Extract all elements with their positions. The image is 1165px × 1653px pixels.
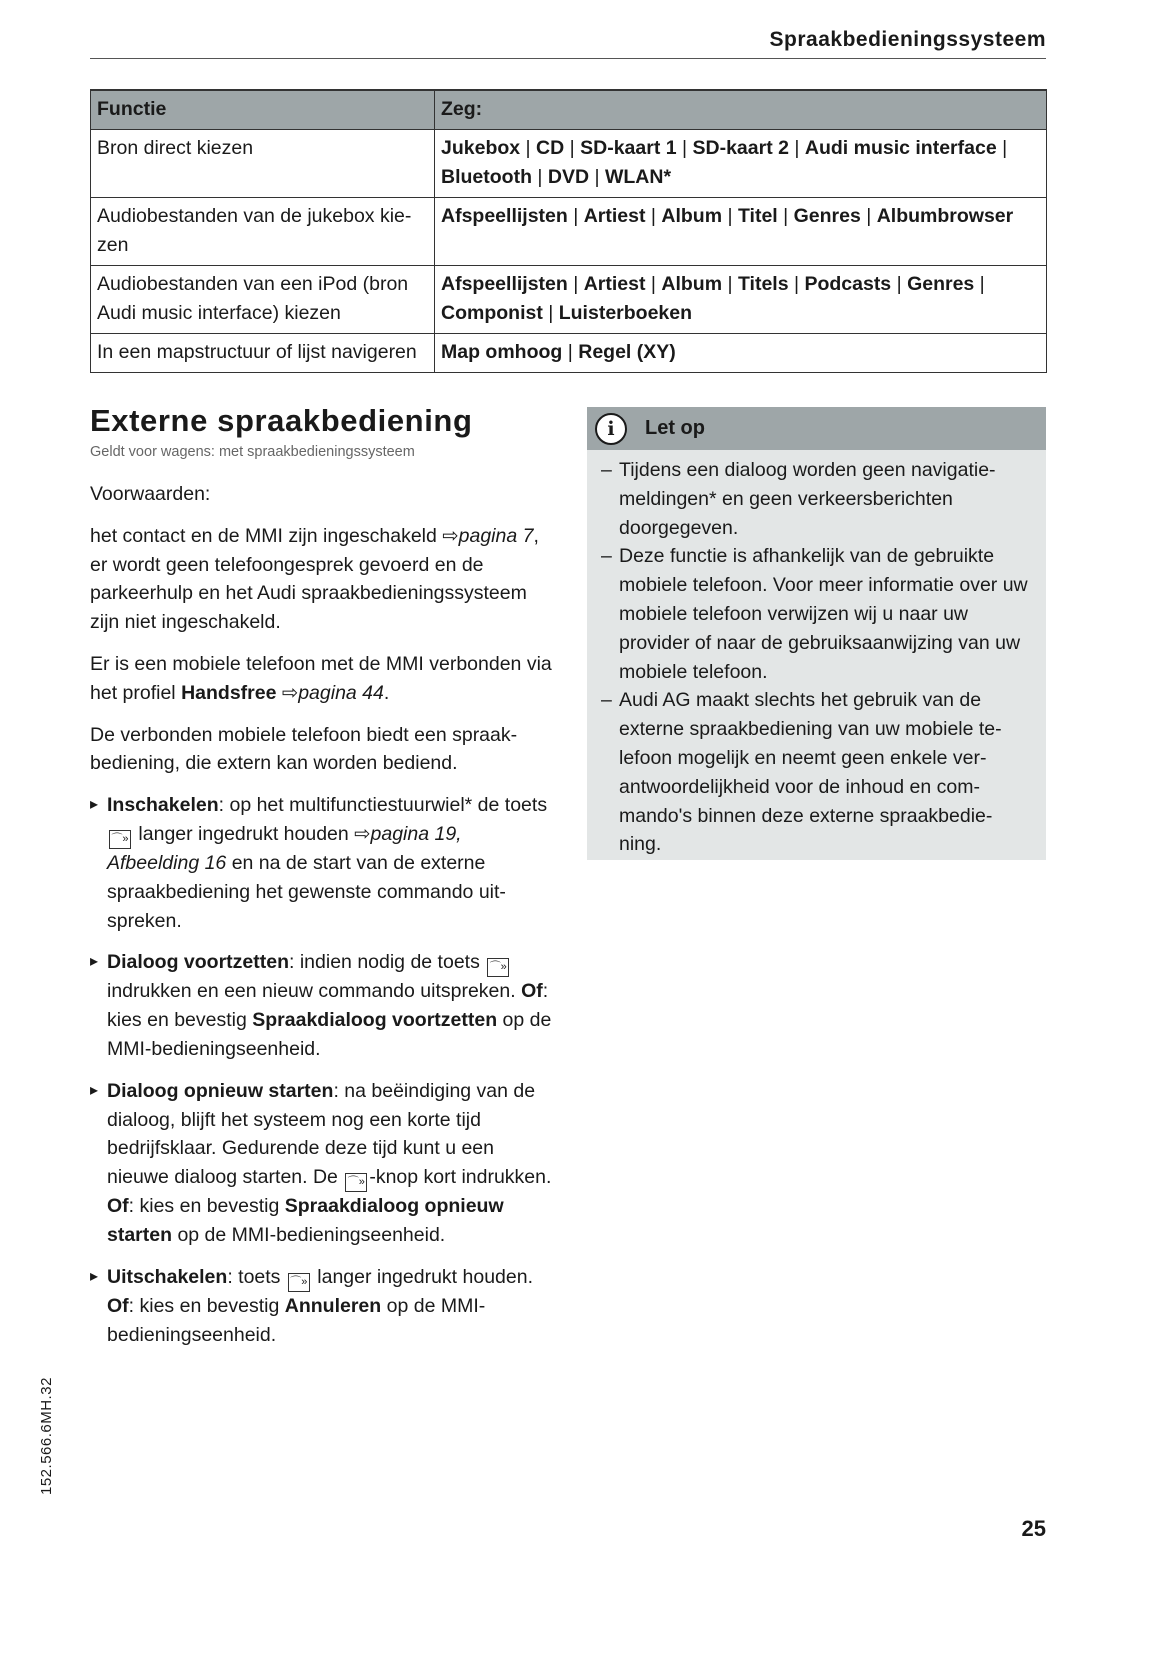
text-run: : indien nodig de toets (289, 951, 486, 974)
text-run: De verbonden mobiele telefoon biedt een spraakbediening, die extern kan worden bediend. (90, 723, 518, 775)
text-run: het contact en de MMI zijn ingeschakeld (90, 524, 443, 547)
voice-commands-table (90, 89, 1047, 373)
command-option: Map omhoog (441, 341, 563, 363)
note-box (587, 407, 1046, 860)
command-option: Genres (907, 273, 975, 295)
separator: | (996, 137, 1008, 159)
bold-text: Dialoog voortzetten (107, 951, 290, 974)
command-option: Podcasts (804, 273, 892, 295)
arrow-reference-icon: ⇨ (442, 524, 459, 547)
text-run: : na beëindiging van de dialoog, blijft het systeem nog een korte tijd bedrijfsklaar. Gedurende deze tijd kunt u een nieuwe dialoog starten. De (107, 1079, 536, 1189)
bold-text: Dialoog opnieuw starten (107, 1079, 334, 1102)
table-row (91, 198, 1047, 266)
table-row (91, 334, 1047, 373)
separator: | (974, 273, 985, 295)
text-run: op de MMI-bedieningseenheid. (172, 1223, 446, 1246)
separator: | (567, 205, 584, 227)
separator: | (645, 205, 662, 227)
command-option: SD-kaart 1 (580, 137, 677, 159)
note-list (587, 456, 1046, 859)
text-run: -knop kort indrukken. (369, 1166, 552, 1189)
command-option: Audi music interface (804, 137, 997, 159)
separator: | (567, 273, 584, 295)
separator: | (520, 137, 537, 159)
section-subtitle: Geldt voor wagens: met spraakbedieningssysteem (90, 444, 415, 460)
command-option: Titel (737, 205, 778, 227)
text-run: en na de start van de externe spraakbediening het gewenste commando uitspreken. (107, 851, 506, 932)
info-icon: i (595, 413, 627, 445)
running-header: Spraakbedieningssysteem (90, 28, 1046, 59)
voice-key-icon: ⌒» (487, 958, 509, 977)
separator: | (645, 273, 662, 295)
zeg-cell (435, 266, 1047, 334)
separator: | (860, 205, 877, 227)
separator: | (562, 341, 579, 363)
text-run: langer ingedrukt houden. (311, 1265, 534, 1288)
command-option: Titels (737, 273, 789, 295)
separator: | (777, 205, 794, 227)
page-reference[interactable]: pagina 44 (298, 681, 384, 704)
functie-cell: Audiobestanden van een iPod (bron Audi music interface) kiezen (91, 266, 435, 334)
note-item: – Audi AG maakt slechts het gebruik van de externe spraakbediening van uw mobiele telefoon mogelijk en neemt geen enkele verantwoordelijkheid voor de inhoud en commando's binnen deze externe spraakbediening. (619, 686, 1028, 859)
column-header-functie: Functie (91, 90, 435, 130)
paragraph (90, 721, 552, 779)
zeg-cell (435, 334, 1047, 373)
command-option: Artiest (583, 273, 646, 295)
command-option: Luisterboeken (558, 302, 693, 324)
text-run: : kies en bevestig (128, 1294, 285, 1317)
page-number: 25 (1021, 1516, 1046, 1541)
page-reference[interactable]: pagina 19, Afbeelding 16 (107, 822, 462, 874)
voice-key-icon: ⌒» (109, 830, 131, 849)
instruction-step (90, 1077, 552, 1250)
command-option: Bluetooth (441, 166, 532, 188)
page-reference[interactable]: pagina 7 (458, 524, 534, 547)
command-option: Componist (441, 302, 543, 324)
text-run: langer ingedrukt houden ⇨ (133, 822, 371, 845)
text-run: : kies en bevestig (128, 1195, 285, 1218)
bold-text: Annuleren (284, 1294, 382, 1317)
section-externe-spraakbediening (90, 402, 552, 1362)
separator: | (542, 302, 559, 324)
separator: | (788, 137, 805, 159)
zeg-cell (435, 130, 1047, 198)
text-run: , er wordt geen telefoongesprek gevoerd en de parkeerhulp en het Audi spraakbedieningssysteem zijn niet ingeschakeld. (90, 524, 539, 634)
text-run: : toets (227, 1265, 286, 1288)
arrow-reference-icon: ⇨ (276, 681, 299, 704)
command-option: WLAN* (604, 166, 672, 188)
separator: | (676, 137, 693, 159)
text-run: Er is een mobiele telefoon met de MMI verbonden via het profiel (90, 652, 552, 704)
paragraph (90, 480, 552, 509)
command-option: Afspeellijsten (441, 273, 568, 295)
text-run: indrukken en een nieuw commando uitspreken. (107, 980, 522, 1003)
separator: | (564, 137, 581, 159)
functie-cell: Audiobestanden van de jukebox kiezen (91, 198, 435, 266)
text-run: : op het multifunctiestuurwiel* de toets (218, 794, 548, 817)
table-row (91, 266, 1047, 334)
bold-text: Handsfree (181, 681, 277, 704)
note-header (587, 407, 1046, 450)
command-option: Artiest (583, 205, 646, 227)
bold-text: Inschakelen (107, 794, 219, 817)
command-option: DVD (547, 166, 590, 188)
column-header-zeg: Zeg: (435, 90, 1047, 130)
instruction-step (90, 948, 552, 1063)
document-code: 152.566.6MH.32 (38, 1377, 55, 1495)
note-item: – Tijdens een dialoog worden geen navigatiemeldingen* en geen verkeersberichten doorgegeven. (619, 456, 1028, 542)
section-title: Externe spraakbediening (90, 403, 473, 438)
note-title: Let op (645, 417, 705, 439)
separator: | (722, 205, 738, 227)
text-run: op de MMI-bedieningseenheid. (107, 1294, 486, 1346)
voice-key-icon: ⌒» (345, 1173, 367, 1192)
command-option: CD (536, 137, 565, 159)
text-run: Voorwaarden: (90, 483, 211, 505)
text-run: : kies en bevestig (107, 980, 549, 1032)
bold-text: Spraakdialoog opnieuw starten (107, 1195, 504, 1246)
paragraph (90, 522, 552, 637)
text-run: op de MMI-bedieningseenheid. (107, 1009, 552, 1060)
instruction-step (90, 1263, 552, 1350)
command-option: Genres (793, 205, 861, 227)
bold-text: Spraakdialoog voortzetten (252, 1009, 498, 1032)
functie-cell: In een mapstructuur of lijst navigeren (91, 334, 435, 373)
bold-text: Uitschakelen (107, 1265, 228, 1288)
command-option: Jukebox (441, 137, 521, 159)
separator: | (531, 166, 548, 188)
separator: | (891, 273, 908, 295)
text-run: . (383, 681, 390, 704)
table-row (91, 130, 1047, 198)
zeg-cell (435, 198, 1047, 266)
command-option: Regel (XY) (578, 341, 676, 363)
command-option: Afspeellijsten (441, 205, 568, 227)
paragraph (90, 650, 552, 708)
command-option: Album (661, 205, 723, 227)
separator: | (722, 273, 738, 295)
separator: | (788, 273, 805, 295)
bold-text: Of (107, 1294, 129, 1317)
bold-text: Of (107, 1195, 129, 1218)
command-option: Album (661, 273, 723, 295)
instruction-step (90, 791, 552, 935)
command-option: Albumbrowser (876, 205, 1014, 227)
voice-key-icon: ⌒» (288, 1273, 310, 1292)
command-option: SD-kaart 2 (692, 137, 789, 159)
note-item: – Deze functie is afhankelijk van de gebruikte mobiele telefoon. Voor meer informatie over uw mobiele telefoon verwijzen wij u naar uw provider of naar de gebruiksaanwijzing van uw mobiele telefoon. (619, 542, 1028, 686)
bold-text: Of (521, 980, 543, 1003)
functie-cell: Bron direct kiezen (91, 130, 435, 198)
separator: | (589, 166, 605, 188)
